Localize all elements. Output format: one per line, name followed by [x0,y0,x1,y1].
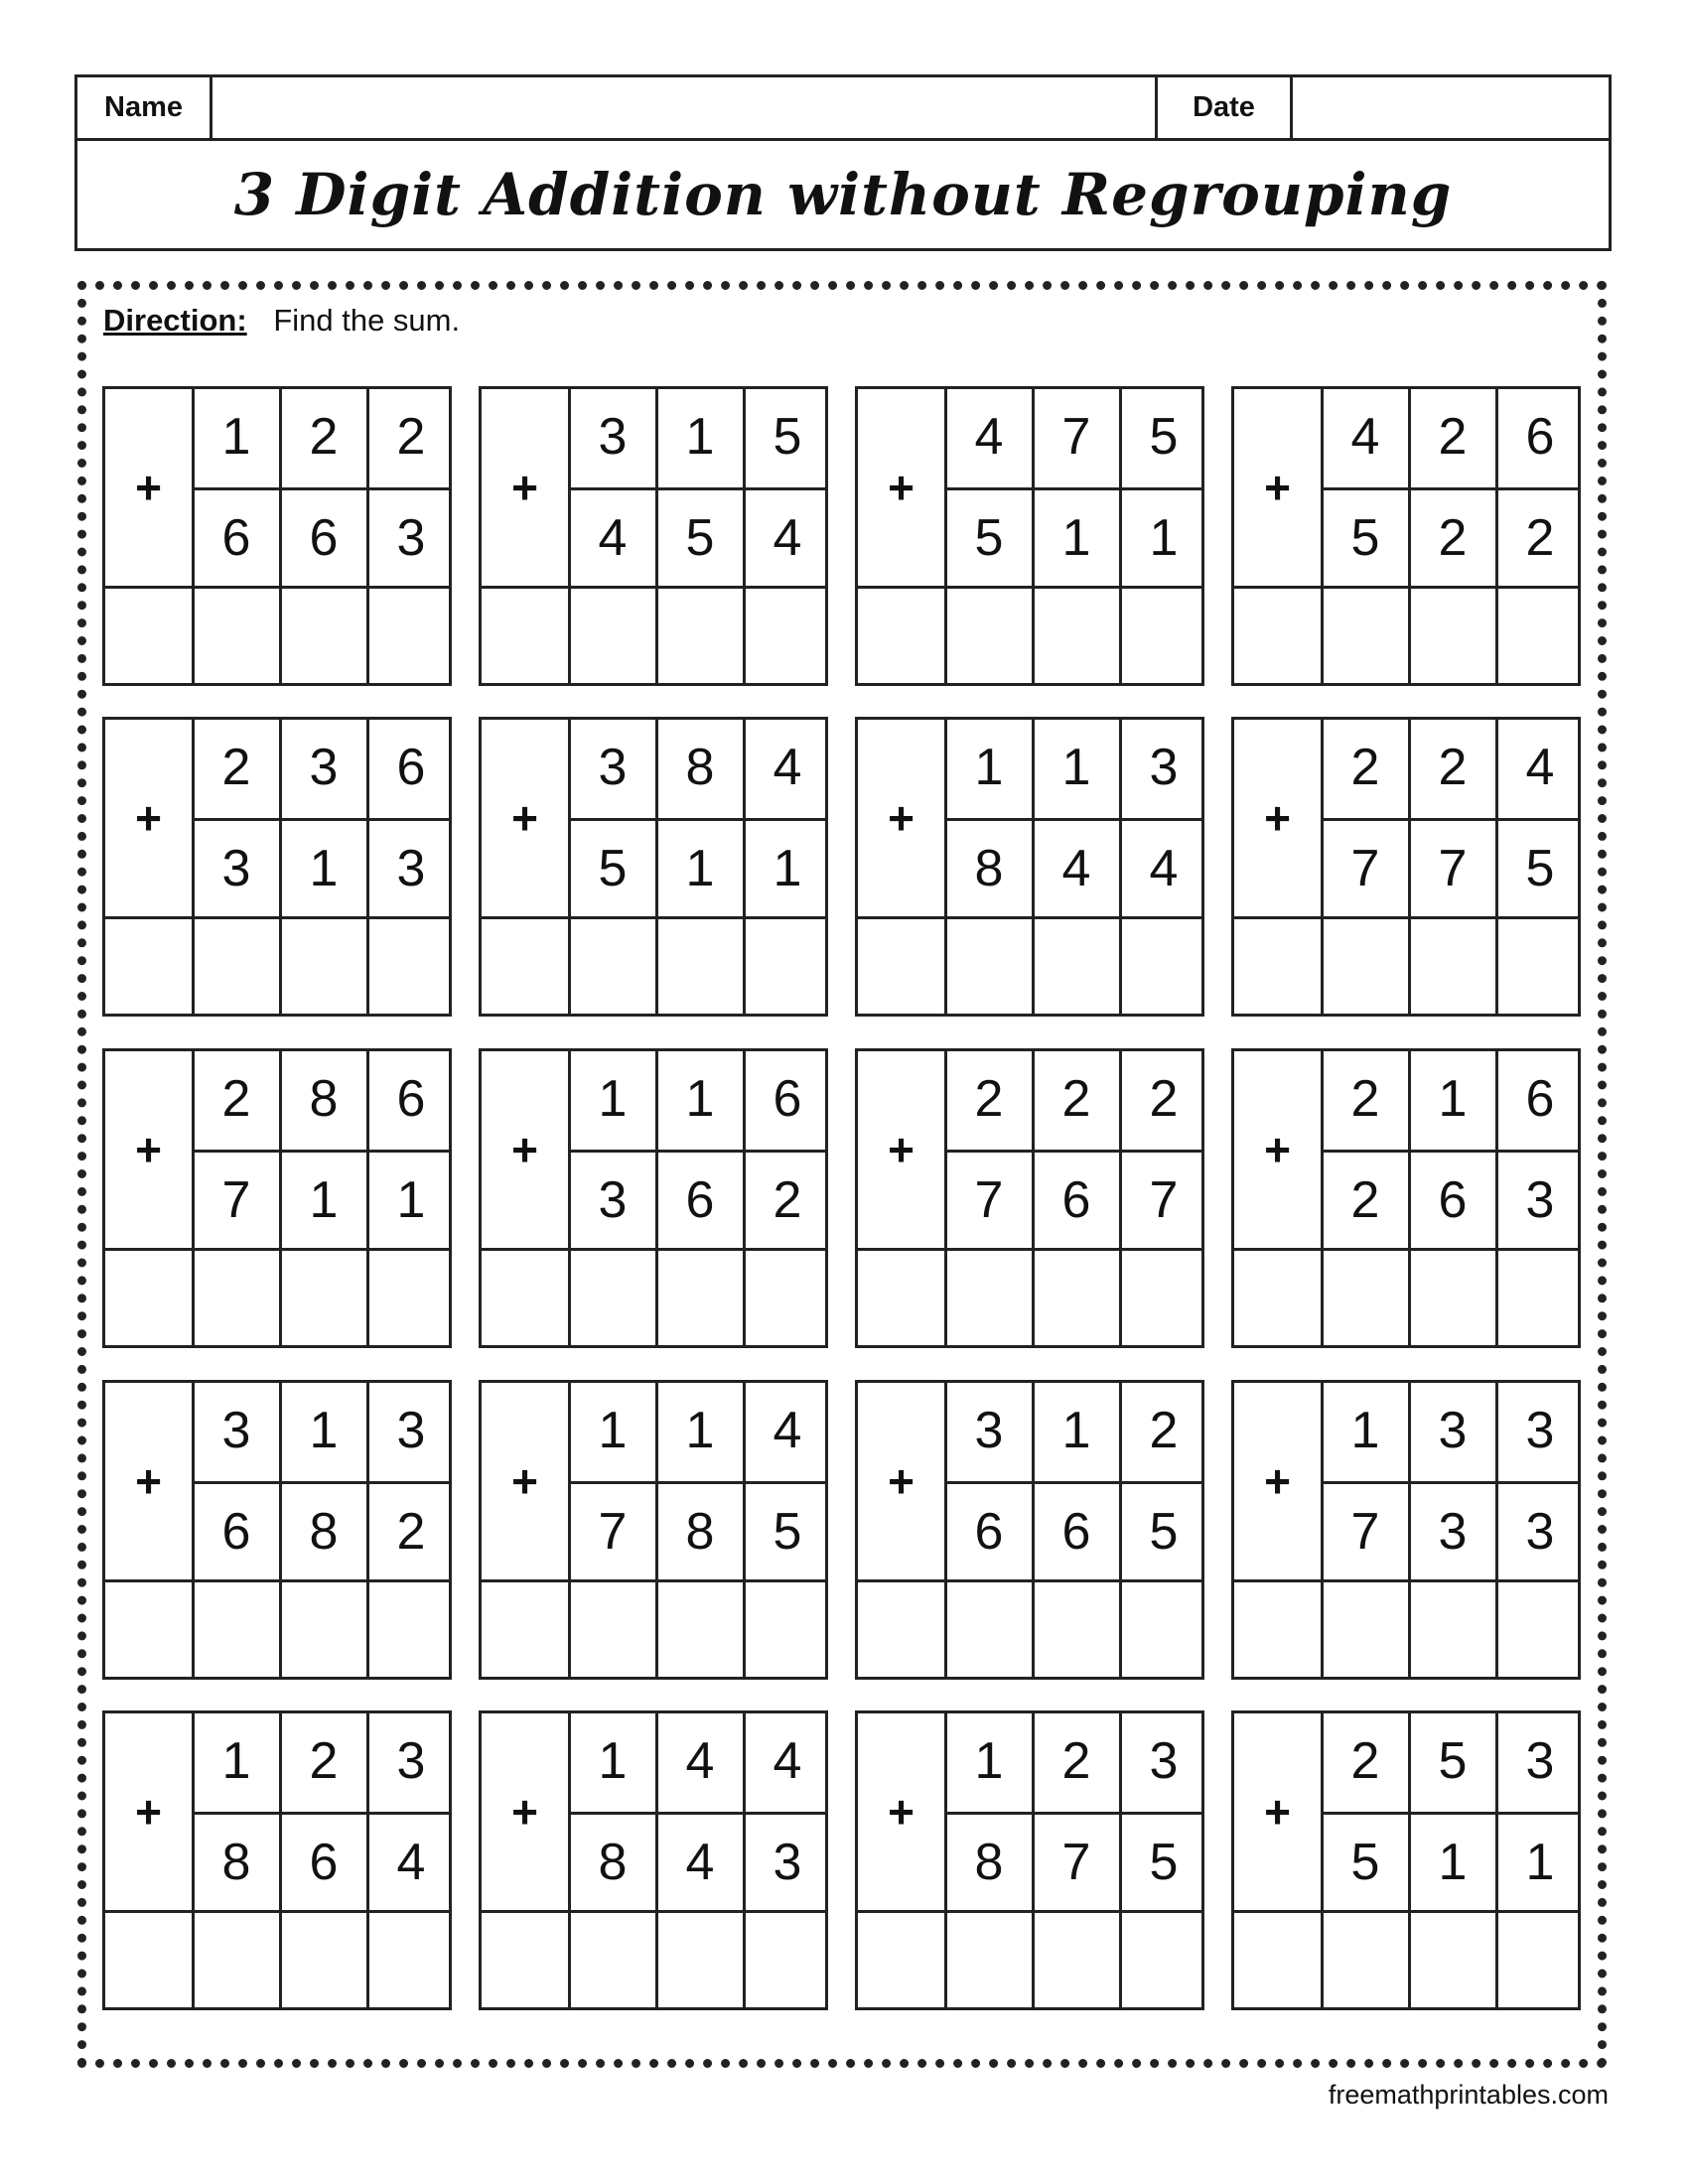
direction-label: Direction: [103,303,247,338]
bottom-digit: 6 [1061,1171,1091,1229]
answer-blank[interactable] [482,1251,568,1349]
answer-digit-box[interactable] [1324,1582,1408,1681]
bottom-digit: 1 [1438,1834,1468,1891]
bottom-digit: 4 [685,1834,715,1891]
top-digit: 4 [1525,739,1555,796]
answer-blank[interactable] [105,589,192,687]
top-digit: 1 [1061,1402,1091,1459]
answer-blank[interactable] [482,919,568,1018]
top-digit: 1 [685,1402,715,1459]
bottom-digit: 4 [598,509,628,567]
top-digit: 6 [396,1070,426,1128]
answer-blank[interactable] [858,589,944,687]
answer-digit-box[interactable] [746,589,825,687]
answer-digit-box[interactable] [282,1251,366,1349]
answer-blank[interactable] [105,1251,192,1349]
top-digit: 3 [1438,1402,1468,1459]
top-digit: 1 [1438,1070,1468,1128]
bottom-digit: 1 [1061,509,1091,567]
plus-sign: + [1264,1123,1291,1175]
plus-sign: + [1264,1454,1291,1507]
top-digit: 2 [221,739,251,796]
answer-digit-box[interactable] [658,1582,743,1681]
answer-digit-box[interactable] [195,1582,279,1681]
answer-digit-box[interactable] [1035,1582,1119,1681]
bottom-digit: 6 [974,1503,1004,1561]
answer-digit-box[interactable] [1035,1913,1119,2011]
answer-digit-box[interactable] [1122,1913,1201,2011]
answer-digit-box[interactable] [1035,919,1119,1018]
top-digit: 3 [1525,1402,1555,1459]
top-digit: 5 [1438,1732,1468,1790]
answer-digit-box[interactable] [947,1251,1032,1349]
top-digit: 3 [974,1402,1004,1459]
plus-sign: + [888,1123,914,1175]
answer-digit-box[interactable] [1498,589,1578,687]
top-digit: 2 [1350,1732,1380,1790]
answer-digit-box[interactable] [1411,1582,1495,1681]
bottom-digit: 4 [773,509,802,567]
plus-sign: + [511,1785,538,1838]
answer-digit-box[interactable] [369,1251,449,1349]
answer-blank[interactable] [105,919,192,1018]
top-digit: 1 [685,408,715,466]
footer-site: freemathprintables.com [1328,2080,1609,2110]
plus-sign: + [888,791,914,844]
bottom-digit: 3 [396,509,426,567]
answer-digit-box[interactable] [195,589,279,687]
top-digit: 3 [221,1402,251,1459]
answer-blank[interactable] [105,1582,192,1681]
bottom-digit: 2 [396,1503,426,1561]
top-digit: 3 [309,739,339,796]
answer-digit-box[interactable] [282,1582,366,1681]
answer-digit-box[interactable] [571,1913,655,2011]
plus-sign: + [511,1123,538,1175]
answer-digit-box[interactable] [1122,919,1201,1018]
bottom-digit: 6 [221,1503,251,1561]
bottom-digit: 5 [598,840,628,897]
bottom-digit: 7 [1350,1503,1380,1561]
answer-digit-box[interactable] [1498,1913,1578,2011]
addition-problem [1231,1380,1581,1680]
bottom-digit: 5 [1149,1503,1179,1561]
addition-problem [102,1380,452,1680]
bottom-digit: 1 [309,1171,339,1229]
top-digit: 7 [1061,408,1091,466]
bottom-digit: 7 [1149,1171,1179,1229]
bottom-digit: 6 [1061,1503,1091,1561]
plus-sign: + [888,1785,914,1838]
bottom-digit: 2 [1350,1171,1380,1229]
bottom-digit: 4 [1149,840,1179,897]
addition-problem [855,717,1204,1017]
answer-digit-box[interactable] [746,919,825,1018]
top-digit: 1 [598,1402,628,1459]
bottom-digit: 1 [1149,509,1179,567]
plus-sign: + [135,1123,162,1175]
direction-text: Find the sum. [273,303,461,338]
bottom-digit: 8 [685,1503,715,1561]
addition-problem [479,1048,828,1348]
top-digit: 4 [773,739,802,796]
top-digit: 2 [1061,1070,1091,1128]
bottom-digit: 5 [1350,1834,1380,1891]
plus-sign: + [135,1785,162,1838]
bottom-digit: 1 [309,840,339,897]
bottom-digit: 5 [974,509,1004,567]
date-label: Date [1158,77,1293,138]
answer-digit-box[interactable] [571,589,655,687]
top-digit: 6 [396,739,426,796]
answer-blank[interactable] [482,1582,568,1681]
answer-digit-box[interactable] [1122,589,1201,687]
answer-digit-box[interactable] [1498,1582,1578,1681]
bottom-digit: 1 [1525,1834,1555,1891]
answer-digit-box[interactable] [947,1913,1032,2011]
bottom-digit: 8 [974,1834,1004,1891]
bottom-digit: 8 [598,1834,628,1891]
answer-digit-box[interactable] [571,1582,655,1681]
answer-digit-box[interactable] [369,589,449,687]
top-digit: 1 [598,1732,628,1790]
bottom-digit: 5 [1149,1834,1179,1891]
top-digit: 2 [1061,1732,1091,1790]
top-digit: 6 [773,1070,802,1128]
answer-digit-box[interactable] [1035,1251,1119,1349]
answer-digit-box[interactable] [947,589,1032,687]
top-digit: 1 [1350,1402,1380,1459]
addition-problem [102,386,452,686]
top-digit: 8 [685,739,715,796]
answer-blank[interactable] [1234,919,1321,1018]
answer-digit-box[interactable] [1324,1913,1408,2011]
top-digit: 5 [773,408,802,466]
answer-digit-box[interactable] [1411,1913,1495,2011]
answer-digit-box[interactable] [658,589,743,687]
answer-digit-box[interactable] [746,1251,825,1349]
top-digit: 3 [598,408,628,466]
bottom-digit: 6 [221,509,251,567]
top-digit: 4 [974,408,1004,466]
bottom-digit: 8 [221,1834,251,1891]
bottom-digit: 3 [221,840,251,897]
bottom-digit: 5 [773,1503,802,1561]
addition-problem [479,1380,828,1680]
bottom-digit: 3 [396,840,426,897]
bottom-digit: 8 [974,840,1004,897]
addition-problem [102,1710,452,2010]
top-digit: 1 [685,1070,715,1128]
plus-sign: + [135,1454,162,1507]
top-digit: 1 [974,739,1004,796]
answer-digit-box[interactable] [1498,1251,1578,1349]
addition-problem [479,1710,828,2010]
answer-digit-box[interactable] [1498,919,1578,1018]
top-digit: 2 [396,408,426,466]
bottom-digit: 3 [1438,1503,1468,1561]
top-digit: 5 [1149,408,1179,466]
bottom-digit: 6 [309,509,339,567]
answer-digit-box[interactable] [195,919,279,1018]
answer-digit-box[interactable] [282,589,366,687]
answer-digit-box[interactable] [369,1913,449,2011]
answer-digit-box[interactable] [195,1913,279,2011]
bottom-digit: 5 [685,509,715,567]
bottom-digit: 7 [974,1171,1004,1229]
top-digit: 3 [396,1402,426,1459]
top-digit: 3 [396,1732,426,1790]
answer-digit-box[interactable] [571,1251,655,1349]
answer-digit-box[interactable] [947,1582,1032,1681]
addition-problem [855,1380,1204,1680]
top-digit: 2 [1149,1070,1179,1128]
plus-sign: + [511,1454,538,1507]
addition-problem [855,386,1204,686]
addition-problem [1231,1048,1581,1348]
plus-sign: + [511,461,538,513]
top-digit: 2 [974,1070,1004,1128]
answer-digit-box[interactable] [658,919,743,1018]
answer-blank[interactable] [482,1913,568,2011]
answer-blank[interactable] [482,589,568,687]
plus-sign: + [135,461,162,513]
addition-problem [1231,1710,1581,2010]
bottom-digit: 8 [309,1503,339,1561]
bottom-digit: 7 [1438,840,1468,897]
top-digit: 4 [1350,408,1380,466]
top-digit: 4 [773,1732,802,1790]
top-digit: 2 [1438,408,1468,466]
plus-sign: + [1264,461,1291,513]
plus-sign: + [1264,791,1291,844]
answer-digit-box[interactable] [1324,1251,1408,1349]
answer-digit-box[interactable] [369,1582,449,1681]
top-digit: 1 [221,1732,251,1790]
bottom-digit: 4 [1061,840,1091,897]
bottom-digit: 7 [1350,840,1380,897]
answer-digit-box[interactable] [1324,919,1408,1018]
addition-problem [1231,717,1581,1017]
top-digit: 2 [221,1070,251,1128]
bottom-digit: 1 [685,840,715,897]
bottom-digit: 1 [396,1171,426,1229]
top-digit: 1 [598,1070,628,1128]
bottom-digit: 2 [1525,509,1555,567]
top-digit: 2 [1149,1402,1179,1459]
bottom-digit: 6 [1438,1171,1468,1229]
addition-problem [479,717,828,1017]
worksheet-header [74,74,1612,251]
answer-digit-box[interactable] [1411,589,1495,687]
top-digit: 3 [1149,1732,1179,1790]
bottom-digit: 5 [1525,840,1555,897]
top-digit: 4 [685,1732,715,1790]
answer-digit-box[interactable] [1411,919,1495,1018]
answer-digit-box[interactable] [1411,1251,1495,1349]
name-date-row [77,77,1609,141]
answer-digit-box[interactable] [282,1913,366,2011]
bottom-digit: 3 [1525,1171,1555,1229]
answer-digit-box[interactable] [571,919,655,1018]
answer-digit-box[interactable] [1035,589,1119,687]
bottom-digit: 4 [396,1834,426,1891]
bottom-digit: 7 [598,1503,628,1561]
top-digit: 2 [309,408,339,466]
answer-digit-box[interactable] [369,919,449,1018]
answer-digit-box[interactable] [1122,1582,1201,1681]
bottom-digit: 3 [598,1171,628,1229]
bottom-digit: 6 [309,1834,339,1891]
addition-problem [855,1048,1204,1348]
name-label: Name [77,77,212,138]
name-field[interactable] [212,77,1158,138]
top-digit: 2 [1350,1070,1380,1128]
answer-blank[interactable] [858,1251,944,1349]
addition-problem [1231,386,1581,686]
top-digit: 1 [1061,739,1091,796]
plus-sign: + [1264,1785,1291,1838]
top-digit: 3 [1525,1732,1555,1790]
bottom-digit: 3 [1525,1503,1555,1561]
plus-sign: + [511,791,538,844]
plus-sign: + [888,461,914,513]
bottom-digit: 5 [1350,509,1380,567]
bottom-digit: 6 [685,1171,715,1229]
answer-digit-box[interactable] [658,1251,743,1349]
answer-blank[interactable] [1234,1251,1321,1349]
top-digit: 3 [1149,739,1179,796]
top-digit: 6 [1525,408,1555,466]
answer-blank[interactable] [858,1913,944,2011]
answer-digit-box[interactable] [746,1582,825,1681]
bottom-digit: 7 [1061,1834,1091,1891]
answer-digit-box[interactable] [658,1913,743,2011]
top-digit: 2 [1438,739,1468,796]
plus-sign: + [135,791,162,844]
answer-blank[interactable] [1234,1582,1321,1681]
top-digit: 8 [309,1070,339,1128]
addition-problem [855,1710,1204,2010]
answer-blank[interactable] [1234,589,1321,687]
answer-digit-box[interactable] [1122,1251,1201,1349]
answer-blank[interactable] [858,919,944,1018]
bottom-digit: 3 [773,1834,802,1891]
bottom-digit: 2 [1438,509,1468,567]
answer-blank[interactable] [858,1582,944,1681]
bottom-digit: 7 [221,1171,251,1229]
answer-blank[interactable] [105,1913,192,2011]
plus-sign: + [888,1454,914,1507]
top-digit: 4 [773,1402,802,1459]
answer-blank[interactable] [1234,1913,1321,2011]
answer-digit-box[interactable] [746,1913,825,2011]
top-digit: 2 [1350,739,1380,796]
top-digit: 2 [309,1732,339,1790]
direction [103,303,460,339]
worksheet-title: 3 Digit Addition without Regrouping [233,161,1453,228]
answer-digit-box[interactable] [282,919,366,1018]
top-digit: 3 [598,739,628,796]
top-digit: 1 [221,408,251,466]
addition-problem [102,717,452,1017]
answer-digit-box[interactable] [1324,589,1408,687]
bottom-digit: 1 [773,840,802,897]
answer-digit-box[interactable] [195,1251,279,1349]
top-digit: 6 [1525,1070,1555,1128]
bottom-digit: 2 [773,1171,802,1229]
top-digit: 1 [309,1402,339,1459]
top-digit: 1 [974,1732,1004,1790]
addition-problem [479,386,828,686]
answer-digit-box[interactable] [947,919,1032,1018]
addition-problem [102,1048,452,1348]
date-field[interactable] [1293,77,1609,138]
